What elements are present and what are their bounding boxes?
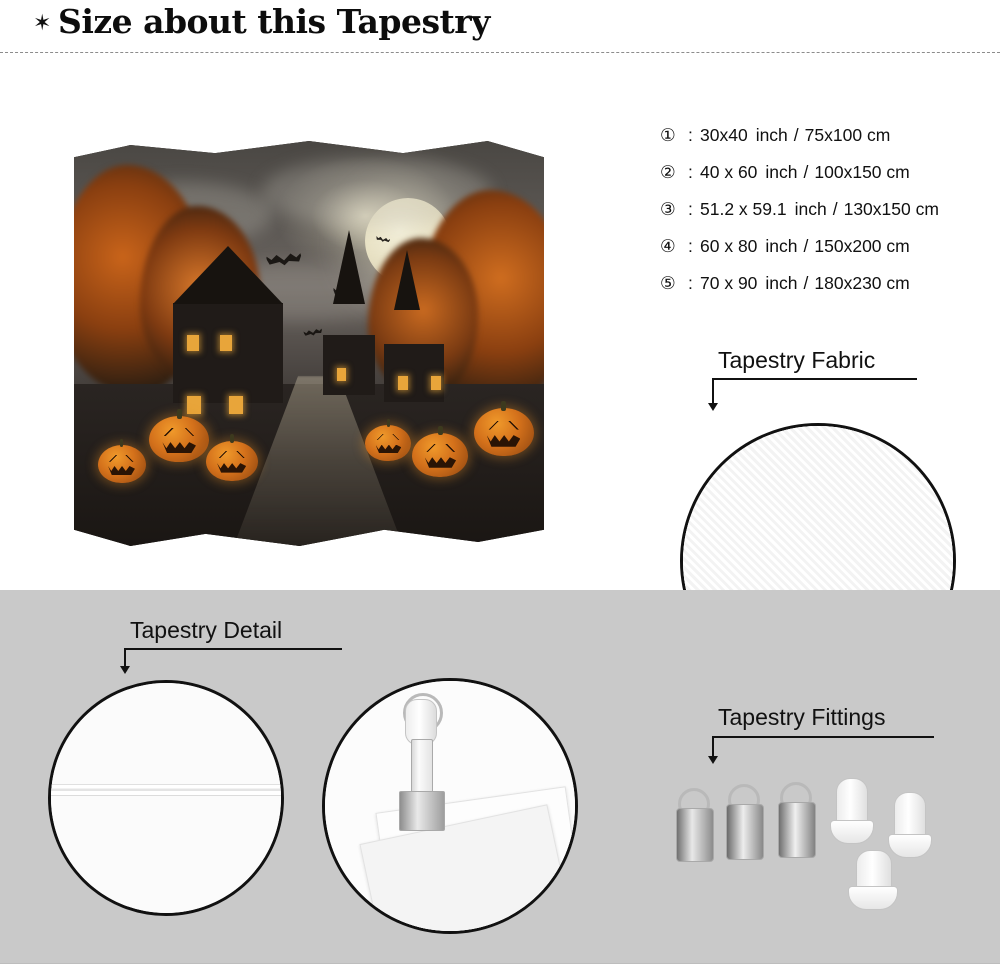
fittings-group xyxy=(668,786,988,916)
adhesive-hook-base xyxy=(830,820,874,844)
product-image xyxy=(74,141,544,546)
pumpkin-eyes xyxy=(206,441,258,481)
size-inch-unit: inch xyxy=(765,236,798,256)
size-separator: / xyxy=(793,125,799,145)
jack-o-lantern xyxy=(206,441,258,481)
house-roof xyxy=(173,246,283,304)
lit-window xyxy=(187,335,199,351)
size-row xyxy=(660,125,990,162)
pumpkin-eyes xyxy=(412,433,468,477)
size-inch-value: 30x40 xyxy=(700,125,748,145)
halloween-tapestry-photo xyxy=(74,141,544,546)
stitched-hem-line xyxy=(51,784,281,796)
clip-detail-swatch xyxy=(322,678,578,934)
size-cm-value: 100x150 cm xyxy=(814,162,910,182)
size-separator: / xyxy=(832,199,838,219)
jack-o-lantern xyxy=(149,416,209,462)
size-index: ① xyxy=(660,125,676,145)
lit-window xyxy=(220,335,232,351)
fittings-title-arrow xyxy=(708,756,718,764)
detail-title-elbow xyxy=(124,648,126,668)
size-inch-value: 60 x 80 xyxy=(700,236,758,256)
page-title: Size about this Tapestry xyxy=(58,2,490,41)
church-spire xyxy=(333,230,365,304)
size-inch-value: 40 x 60 xyxy=(700,162,758,182)
lit-window xyxy=(229,396,243,414)
church-body xyxy=(323,335,375,395)
size-colon: : xyxy=(688,162,693,182)
size-index: ② xyxy=(660,162,676,182)
size-index: ⑤ xyxy=(660,273,676,293)
size-index: ④ xyxy=(660,236,676,256)
size-section xyxy=(0,53,1000,590)
adhesive-hook-base xyxy=(888,834,932,858)
page-header xyxy=(0,0,1000,52)
size-inch-unit: inch xyxy=(765,162,798,182)
fittings-title-underline xyxy=(712,736,934,738)
hem-detail-swatch xyxy=(48,680,284,916)
detail-title-arrow xyxy=(120,666,130,674)
jack-o-lantern xyxy=(474,408,534,456)
adhesive-hook-base xyxy=(848,886,898,910)
size-colon: : xyxy=(688,199,693,219)
size-colon: : xyxy=(688,273,693,293)
metal-clip xyxy=(676,808,714,862)
section-title-fabric: Tapestry Fabric xyxy=(718,347,876,373)
section-title-fittings: Tapestry Fittings xyxy=(718,704,886,730)
pumpkin-eyes xyxy=(149,416,209,462)
star-icon: ✶ xyxy=(33,10,52,35)
fabric-title-arrow xyxy=(708,403,718,411)
metal-clip xyxy=(726,804,764,860)
lit-window xyxy=(187,396,201,414)
pumpkin-eyes xyxy=(474,408,534,456)
jack-o-lantern xyxy=(412,433,468,477)
size-separator: / xyxy=(803,162,809,182)
clip-shaft xyxy=(411,739,433,797)
size-inch-unit: inch xyxy=(755,125,788,145)
jack-o-lantern xyxy=(365,425,411,461)
size-row xyxy=(660,199,990,236)
adhesive-hook xyxy=(836,778,868,826)
church-spire xyxy=(394,250,420,310)
pumpkin-eyes xyxy=(365,425,411,461)
size-separator: / xyxy=(803,236,809,256)
size-row xyxy=(660,236,990,273)
size-inch-unit: inch xyxy=(794,199,827,219)
detail-and-fittings-section xyxy=(0,590,1000,964)
size-index: ③ xyxy=(660,199,676,219)
size-row xyxy=(660,273,990,310)
size-row xyxy=(660,162,990,199)
size-inch-value: 51.2 x 59.1 xyxy=(700,199,787,219)
fabric-surface xyxy=(51,683,281,913)
adhesive-hook xyxy=(894,792,926,840)
metal-clip xyxy=(778,802,816,858)
jack-o-lantern xyxy=(98,445,146,483)
clip-jaw xyxy=(399,791,445,831)
size-cm-value: 150x200 cm xyxy=(814,236,910,256)
lit-window xyxy=(337,368,346,381)
fittings-title-elbow xyxy=(712,736,714,758)
church-body xyxy=(384,344,444,402)
pumpkin-eyes xyxy=(98,445,146,483)
size-cm-value: 180x230 cm xyxy=(814,273,910,293)
section-title-detail: Tapestry Detail xyxy=(130,617,283,643)
size-option-list xyxy=(660,125,990,310)
size-inch-value: 70 x 90 xyxy=(700,273,758,293)
size-separator: / xyxy=(803,273,809,293)
size-cm-value: 75x100 cm xyxy=(804,125,891,145)
size-colon: : xyxy=(688,236,693,256)
lit-window xyxy=(398,376,408,390)
fabric-title-elbow xyxy=(712,378,714,405)
size-inch-unit: inch xyxy=(765,273,798,293)
lit-window xyxy=(431,376,441,390)
fabric-title-underline xyxy=(712,378,917,380)
haunted-house xyxy=(173,303,283,403)
size-colon: : xyxy=(688,125,693,145)
size-cm-value: 130x150 cm xyxy=(843,199,939,219)
detail-title-underline xyxy=(124,648,342,650)
